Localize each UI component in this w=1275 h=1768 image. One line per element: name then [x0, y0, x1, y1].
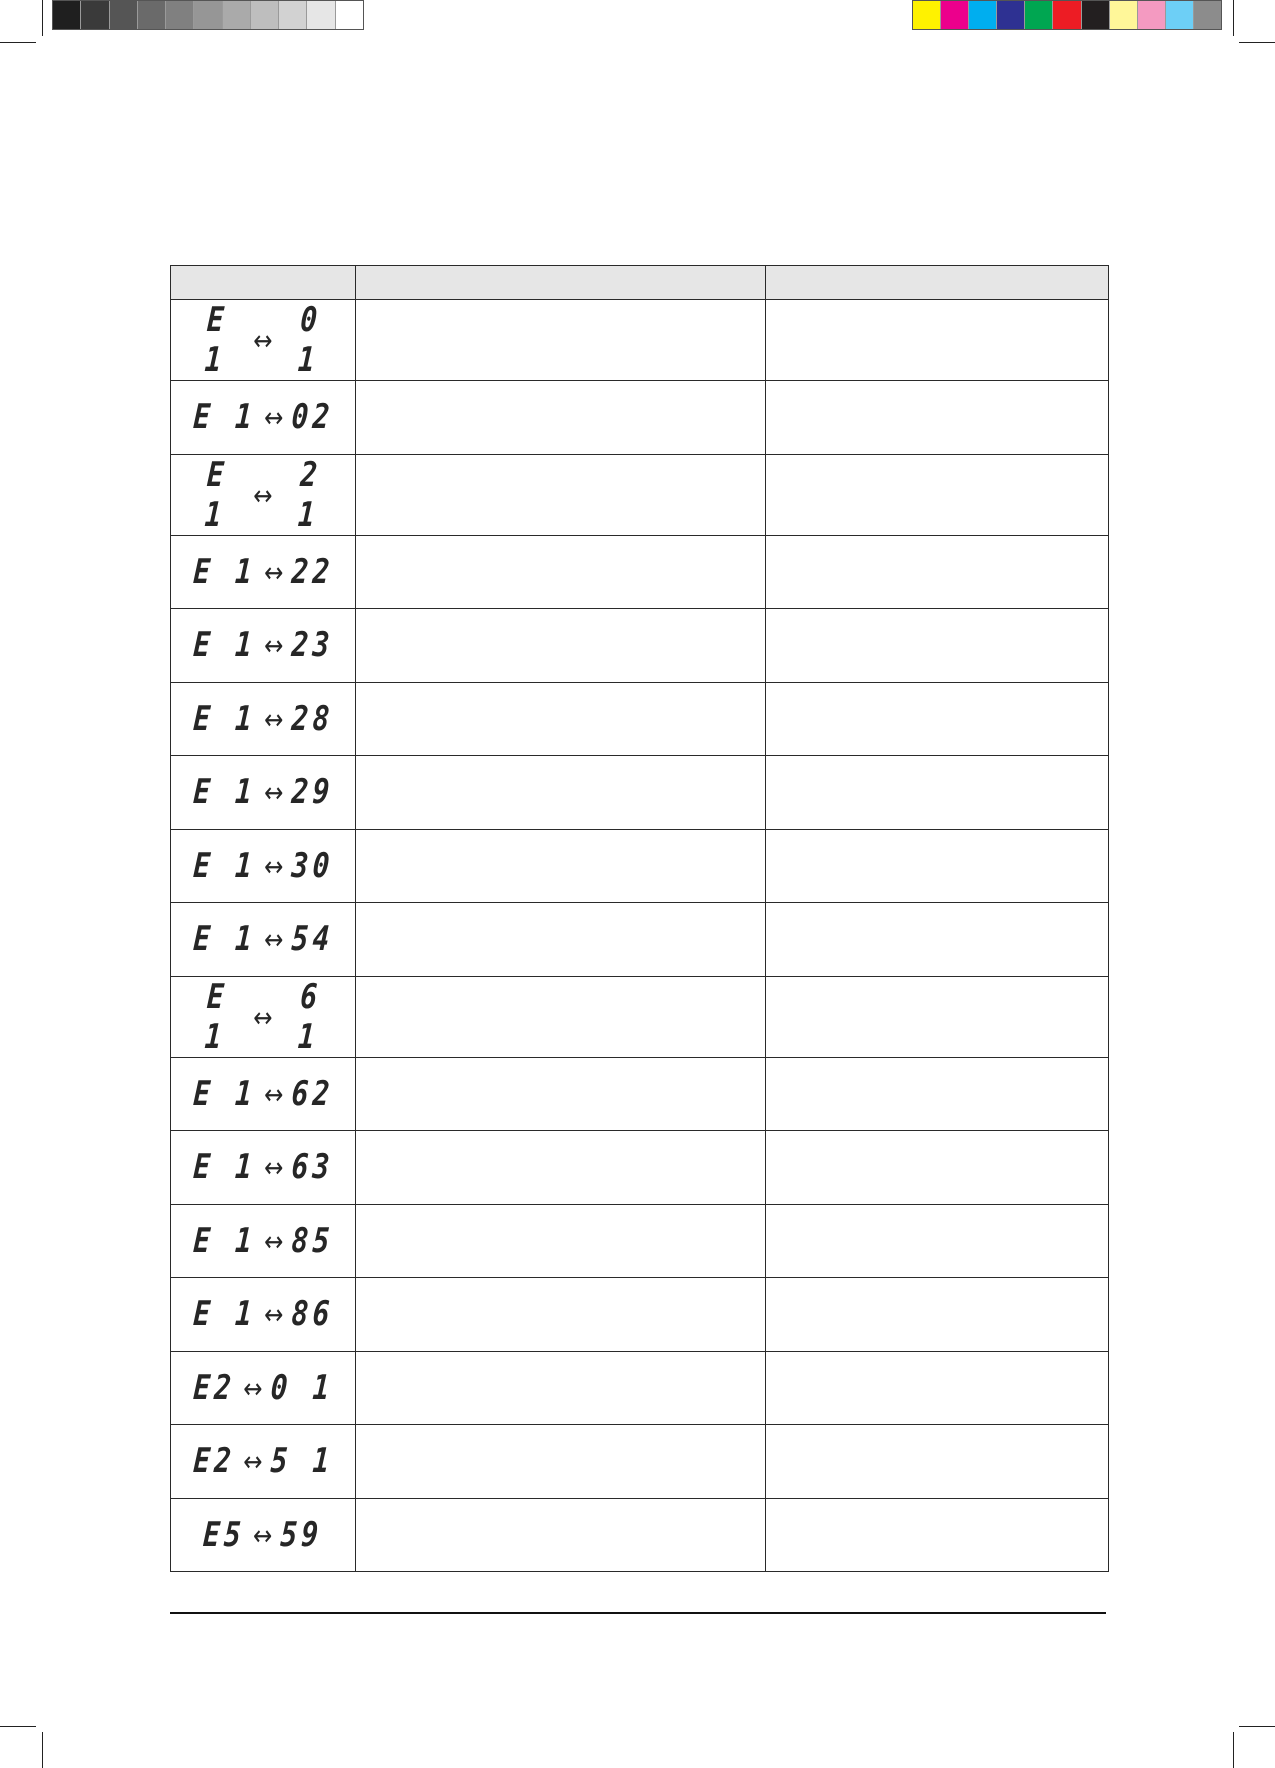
seven-segment-display: [192, 699, 334, 739]
description-cell: [356, 609, 766, 683]
seven-segment-display: [192, 772, 334, 812]
alternating-arrow-icon: ↔: [262, 1150, 285, 1184]
alternating-arrow-icon: ↔: [252, 1000, 274, 1033]
error-group: E 1: [191, 1294, 257, 1335]
error-code: 2 1: [296, 454, 323, 535]
error-code: 85: [290, 1220, 335, 1261]
error-code: 30: [290, 845, 335, 886]
crop-mark-top-right-vertical: [1233, 0, 1234, 36]
header-row: [171, 266, 1109, 300]
alternating-arrow-icon: ↔: [262, 1077, 285, 1111]
seven-segment-display: [192, 552, 334, 592]
seven-segment-display: [192, 846, 334, 886]
process-color-swatch: [997, 1, 1025, 29]
action-cell: [766, 609, 1109, 683]
seven-segment-display: [192, 1074, 334, 1114]
description-cell: [356, 454, 766, 535]
header-code: [171, 266, 356, 300]
error-code-cell: [171, 1498, 356, 1572]
error-code-cell: [171, 756, 356, 830]
description-cell: [356, 381, 766, 455]
seven-segment-display: [192, 1441, 334, 1481]
action-cell: [766, 756, 1109, 830]
error-group: E 1: [191, 551, 257, 592]
alternating-arrow-icon: ↔: [262, 1297, 285, 1331]
table-row: [171, 381, 1109, 455]
description-cell: [356, 756, 766, 830]
process-color-swatch: [969, 1, 997, 29]
error-code-cell: [171, 300, 356, 381]
process-color-swatch: [1138, 1, 1166, 29]
alternating-arrow-icon: ↔: [241, 1371, 264, 1405]
alternating-arrow-icon: ↔: [252, 1518, 274, 1552]
table-row: [171, 609, 1109, 683]
action-cell: [766, 1131, 1109, 1205]
description-cell: [356, 829, 766, 903]
grayscale-swatch: [251, 1, 279, 29]
error-code: 6 1: [296, 976, 323, 1057]
error-code-cell: [171, 976, 356, 1057]
seven-segment-display: [192, 1294, 334, 1334]
action-cell: [766, 1425, 1109, 1499]
grayscale-swatch: [336, 1, 363, 29]
table-row: [171, 829, 1109, 903]
error-group: E 1: [203, 300, 230, 380]
process-color-swatch: [913, 1, 941, 29]
error-group: E 1: [203, 976, 230, 1057]
grayscale-color-bar: [52, 0, 364, 30]
action-cell: [766, 1498, 1109, 1572]
error-code-cell: [171, 682, 356, 756]
error-group: E2: [191, 1441, 236, 1482]
description-cell: [356, 1057, 766, 1131]
crop-mark-top-right-horizontal: [1239, 42, 1275, 43]
description-cell: [356, 1351, 766, 1425]
alternating-arrow-icon: ↔: [262, 1224, 285, 1258]
process-color-swatch: [1053, 1, 1081, 29]
error-group: E 1: [203, 454, 230, 535]
seven-segment-display: [192, 1368, 334, 1408]
error-code: 86: [290, 1294, 335, 1335]
error-code: 63: [290, 1147, 335, 1188]
grayscale-swatch: [166, 1, 194, 29]
description-cell: [356, 1278, 766, 1352]
error-code: 62: [290, 1073, 335, 1114]
error-group: E 1: [191, 1147, 257, 1188]
error-group: E2: [191, 1367, 236, 1408]
action-cell: [766, 300, 1109, 381]
grayscale-swatch: [53, 1, 81, 29]
error-code: 22: [290, 551, 335, 592]
alternating-arrow-icon: ↔: [262, 849, 285, 883]
error-code-cell: [171, 535, 356, 609]
error-group: E5: [202, 1514, 247, 1555]
error-group: E 1: [191, 772, 257, 813]
grayscale-swatch: [279, 1, 307, 29]
seven-segment-display: [202, 1515, 324, 1555]
alternating-arrow-icon: ↔: [262, 922, 285, 956]
error-code-cell: [171, 903, 356, 977]
error-code-cell: [171, 1425, 356, 1499]
alternating-arrow-icon: ↔: [262, 400, 285, 434]
seven-segment-display: [192, 397, 334, 437]
table-row: [171, 756, 1109, 830]
error-code-cell: [171, 1278, 356, 1352]
table-row: [171, 1425, 1109, 1499]
alternating-arrow-icon: ↔: [262, 702, 285, 736]
error-code-cell: [171, 381, 356, 455]
error-code-cell: [171, 829, 356, 903]
grayscale-swatch: [138, 1, 166, 29]
error-code-cell: [171, 1131, 356, 1205]
process-color-swatch: [1110, 1, 1138, 29]
description-cell: [356, 535, 766, 609]
footer-rule: [170, 1612, 1106, 1614]
error-code: 5 1: [269, 1441, 335, 1482]
process-color-swatch: [941, 1, 969, 29]
action-cell: [766, 682, 1109, 756]
process-color-swatch: [1025, 1, 1053, 29]
description-cell: [356, 1425, 766, 1499]
error-code-cell: [171, 1351, 356, 1425]
action-cell: [766, 976, 1109, 1057]
action-cell: [766, 1351, 1109, 1425]
crop-mark-bottom-left-vertical: [42, 1732, 43, 1768]
grayscale-swatch: [307, 1, 335, 29]
seven-segment-display: [185, 300, 340, 380]
table-row: [171, 682, 1109, 756]
table-row: [171, 1204, 1109, 1278]
grayscale-swatch: [110, 1, 138, 29]
table-row: [171, 1057, 1109, 1131]
table-row: [171, 1498, 1109, 1572]
error-code: 59: [279, 1514, 324, 1555]
error-group: E 1: [191, 625, 257, 666]
error-group: E 1: [191, 397, 257, 438]
grayscale-swatch: [81, 1, 109, 29]
error-code-cell: [171, 1057, 356, 1131]
action-cell: [766, 1278, 1109, 1352]
table-row: [171, 454, 1109, 535]
crop-mark-bottom-right-vertical: [1233, 1732, 1234, 1768]
error-code: 28: [290, 698, 335, 739]
crop-mark-bottom-right-horizontal: [1239, 1726, 1275, 1727]
description-cell: [356, 903, 766, 977]
action-cell: [766, 535, 1109, 609]
alternating-arrow-icon: ↔: [241, 1444, 264, 1478]
alternating-arrow-icon: ↔: [262, 775, 285, 809]
error-code: 02: [290, 397, 335, 438]
action-cell: [766, 829, 1109, 903]
process-color-swatch: [1166, 1, 1194, 29]
process-color-swatch: [1194, 1, 1221, 29]
error-code: 29: [290, 772, 335, 813]
error-group: E 1: [191, 845, 257, 886]
action-cell: [766, 1204, 1109, 1278]
error-code-table: [170, 265, 1109, 1572]
error-code-cell: [171, 1204, 356, 1278]
description-cell: [356, 300, 766, 381]
grayscale-swatch: [223, 1, 251, 29]
seven-segment-display: [192, 625, 334, 665]
error-code: 0 1: [269, 1367, 335, 1408]
error-group: E 1: [191, 1073, 257, 1114]
table-row: [171, 1351, 1109, 1425]
action-cell: [766, 903, 1109, 977]
table-row: [171, 976, 1109, 1057]
grayscale-swatch: [194, 1, 222, 29]
table-row: [171, 535, 1109, 609]
seven-segment-display: [185, 455, 340, 535]
header-description: [356, 266, 766, 300]
table-row: [171, 300, 1109, 381]
error-code-cell: [171, 454, 356, 535]
error-group: E 1: [191, 698, 257, 739]
crop-mark-top-left-horizontal: [0, 42, 36, 43]
error-code: 54: [290, 919, 335, 960]
action-cell: [766, 381, 1109, 455]
crop-mark-bottom-left-horizontal: [0, 1726, 36, 1727]
seven-segment-display: [192, 1147, 334, 1187]
alternating-arrow-icon: ↔: [252, 323, 274, 357]
process-color-bar: [912, 0, 1222, 30]
description-cell: [356, 1131, 766, 1205]
table-body: [171, 300, 1109, 1572]
process-color-swatch: [1082, 1, 1110, 29]
header-action: [766, 266, 1109, 300]
seven-segment-display: [192, 919, 334, 959]
error-code-cell: [171, 609, 356, 683]
error-code: 23: [290, 625, 335, 666]
alternating-arrow-icon: ↔: [262, 555, 285, 589]
seven-segment-display: [185, 977, 340, 1057]
crop-mark-top-left-vertical: [42, 0, 43, 36]
alternating-arrow-icon: ↔: [252, 478, 274, 511]
table-row: [171, 1131, 1109, 1205]
action-cell: [766, 1057, 1109, 1131]
error-group: E 1: [191, 1220, 257, 1261]
error-group: E 1: [191, 919, 257, 960]
description-cell: [356, 1204, 766, 1278]
error-code: 0 1: [296, 300, 323, 380]
alternating-arrow-icon: ↔: [262, 628, 285, 662]
seven-segment-display: [192, 1221, 334, 1261]
description-cell: [356, 976, 766, 1057]
description-cell: [356, 1498, 766, 1572]
action-cell: [766, 454, 1109, 535]
table-header: [171, 266, 1109, 300]
description-cell: [356, 682, 766, 756]
table-row: [171, 1278, 1109, 1352]
table-row: [171, 903, 1109, 977]
